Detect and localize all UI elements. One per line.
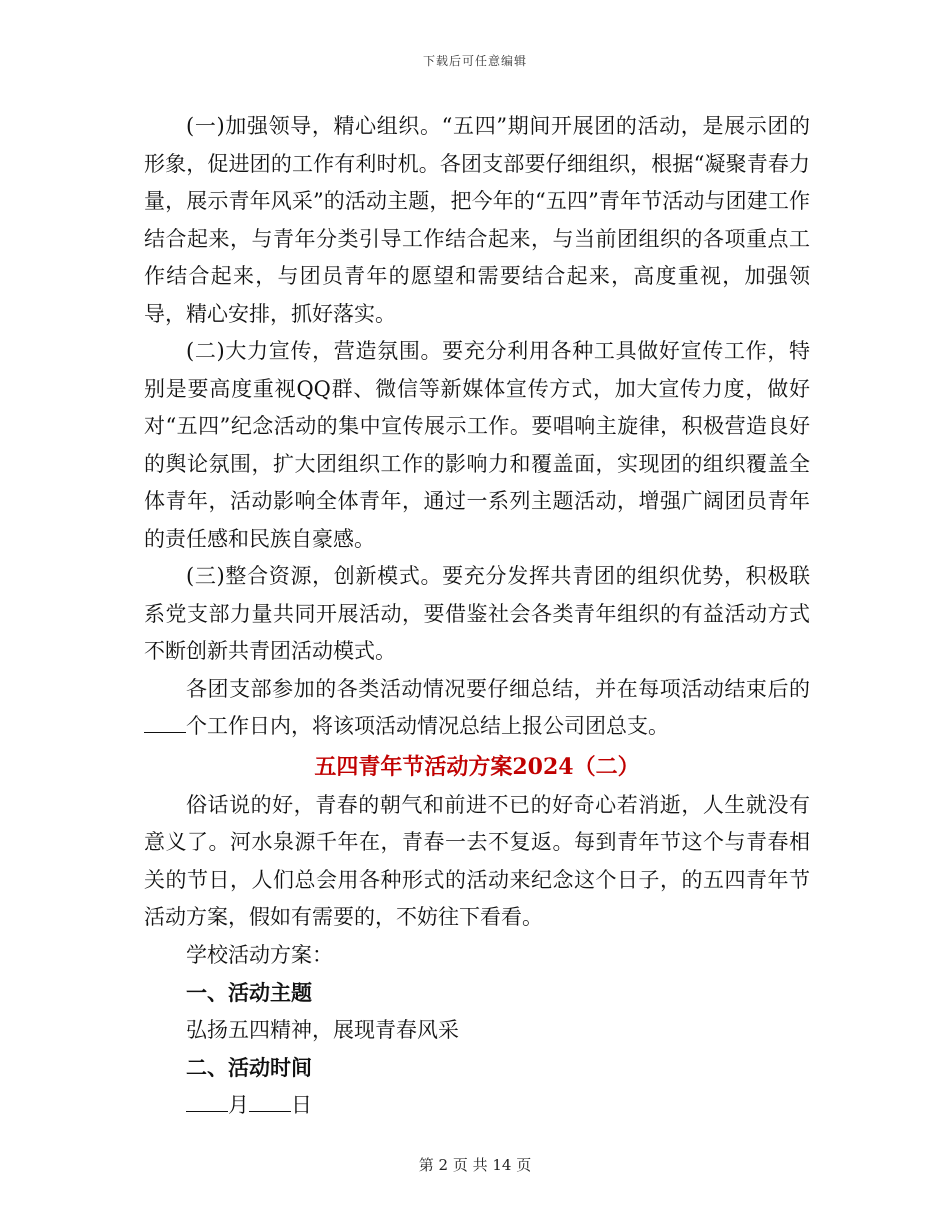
activity-date-line	[144, 1087, 810, 1125]
summary-text-after: 个工作日内，将该项活动情况总结上报公司团总支。	[186, 714, 669, 738]
month-blank	[186, 1091, 228, 1112]
paragraph-intro: 俗话说的好，青春的朝气和前进不已的好奇心若消逝，人生就没有意义了。河水泉源千年在，青春一去不复返。每到青年节这个与青春相关的节日，人们总会用各种形式的活动来纪念这个日子，的五四青年节活动方案，假如有需要的，不妨往下看看。	[144, 792, 810, 929]
paragraph-leadership: (一)加强领导，精心组织。“五四”期间开展团的活动，是展示团的形象，促进团的工作有利时机。各团支部要仔细组织，根据“凝聚青春力量，展示青年风采”的活动主题，把今年的“五四”青年节活动与团建工作结合起来，与青年分类引导工作结合起来，与当前团组织的各项重点工作结合起来，与团员青年的愿望和需要结合起来，高度重视，加强领导，精心安排，抓好落实。	[144, 114, 810, 326]
section-title: 五四青年节活动方案2024（二）	[314, 753, 640, 780]
plan-label: 学校活动方案：	[186, 942, 333, 967]
heading-activity-theme: 一、活动主题	[186, 980, 312, 1005]
paragraph-resources: (三)整合资源，创新模式。要充分发挥共青团的组织优势，积极联系党支部力量共同开展活动，要借鉴社会各类青年组织的有益活动方式不断创新共青团活动模式。	[144, 564, 810, 663]
page-footer: 第 2 页 共 14 页	[418, 1156, 532, 1174]
summary-text-before: 各团支部参加的各类活动情况要仔细总结，并在每项活动结束后的	[186, 676, 810, 701]
month-label: 月	[228, 1092, 249, 1117]
paragraph-publicity: (二)大力宣传，营造氛围。要充分利用各种工具做好宣传工作，特别是要高度重视QQ群、微信等新媒体宣传方式，加大宣传力度，做好对“五四”纪念活动的集中宣传展示工作。要唱响主旋律，积极营造良好的舆论氛围，扩大团组织工作的影响力和覆盖面，实现团的组织覆盖全体青年，活动影响全体青年，通过一系列主题活动，增强广阔团员青年的责任感和民族自豪感。	[144, 339, 810, 551]
document-body	[144, 108, 810, 1124]
day-blank	[249, 1091, 291, 1112]
day-label: 日	[291, 1092, 312, 1117]
page-header-note: 下载后可任意编辑	[422, 54, 527, 68]
workday-blank	[144, 712, 186, 733]
activity-theme-text: 弘扬五四精神，展现青春风采	[186, 1017, 459, 1042]
paragraph-summary	[144, 671, 810, 746]
heading-activity-time: 二、活动时间	[186, 1055, 312, 1080]
